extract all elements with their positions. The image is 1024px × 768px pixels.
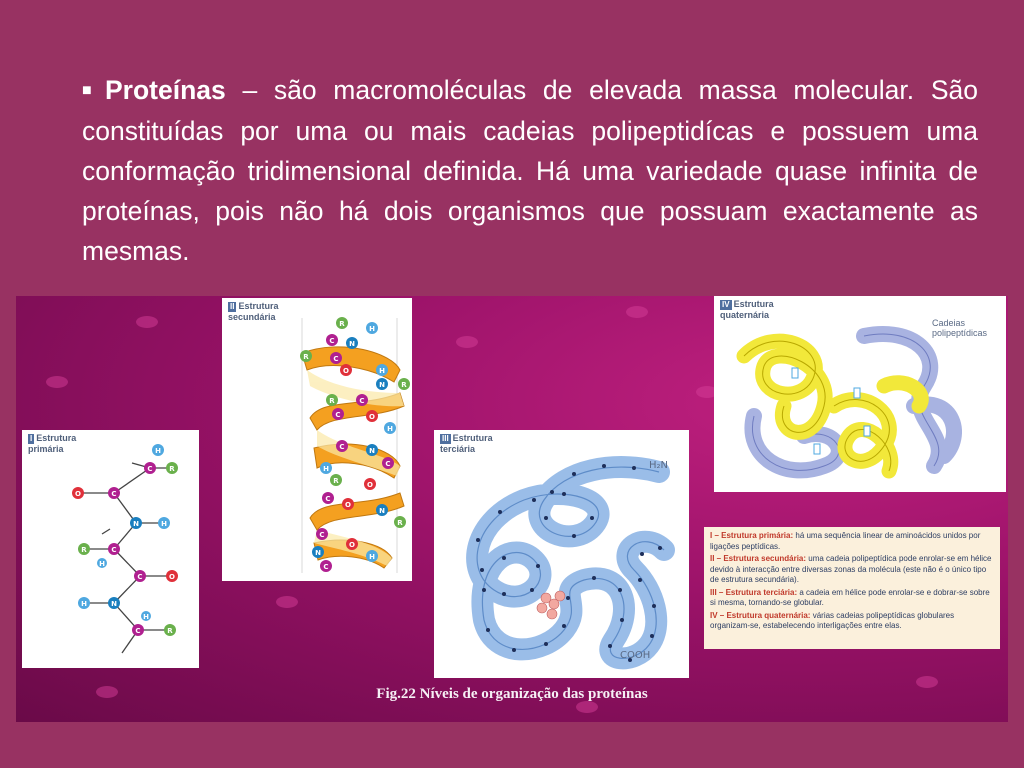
panel-quaternary-structure — [714, 296, 1006, 492]
svg-text:R: R — [401, 381, 407, 389]
panel-tertiary-structure — [434, 430, 689, 678]
svg-text:C: C — [111, 490, 117, 498]
svg-text:R: R — [333, 477, 339, 485]
primary-chain-diagram — [22, 430, 199, 668]
svg-text:C: C — [323, 563, 329, 571]
svg-text:R: R — [303, 353, 309, 361]
svg-text:H: H — [369, 325, 375, 333]
svg-text:C: C — [135, 627, 141, 635]
carboxyl-end-label: COOH — [620, 650, 651, 661]
protein-structure-figure — [16, 296, 1008, 722]
svg-text:H: H — [99, 560, 105, 568]
svg-text:O: O — [349, 541, 355, 549]
panel-secondary-structure — [222, 298, 412, 581]
svg-text:H: H — [387, 425, 393, 433]
panel-title: III Estrutura terciária — [440, 433, 493, 454]
svg-text:H: H — [369, 553, 375, 561]
svg-text:H: H — [143, 613, 149, 621]
svg-text:O: O — [345, 501, 351, 509]
svg-text:R: R — [169, 465, 175, 473]
svg-text:C: C — [333, 355, 339, 363]
svg-text:R: R — [339, 320, 345, 328]
svg-text:C: C — [339, 443, 345, 451]
svg-text:R: R — [397, 519, 403, 527]
svg-text:N: N — [111, 600, 117, 608]
svg-text:N: N — [369, 447, 375, 455]
legend-item: I – Estrutura primária: há uma sequência linear de aminoácidos unidos por ligações peptídicas. — [710, 531, 981, 551]
tertiary-fold-diagram — [434, 430, 689, 678]
panel-title: IV Estrutura quaternária — [720, 299, 774, 320]
legend-item: III – Estrutura terciária: a cadeia em hélice pode enrolar-se e dobrar-se sobre si mesma, tornando-se globular. — [710, 587, 990, 607]
legend-item: II – Estrutura secundária: uma cadeia polipeptídica pode enrolar-se em hélice devido à interacção entre diversas zonas da molécula (este não é o único tipo de estrutura secundária). — [710, 554, 992, 584]
svg-text:N: N — [379, 381, 385, 389]
svg-text:H: H — [379, 367, 385, 375]
svg-text:N: N — [379, 507, 385, 515]
svg-text:C: C — [325, 495, 331, 503]
svg-text:R: R — [81, 546, 87, 554]
svg-text:H: H — [161, 520, 167, 528]
bullet-text: – são macromoléculas de elevada massa molecular. São constituídas por uma ou mais cadeias polipeptidícas e possuem uma conformação tridimensional definida. Há uma variedade quase infinita de proteínas, pois não há dois organismos que possuam exactamente as mesmas. — [82, 75, 978, 266]
figure-caption: Fig.22 Níveis de organização das proteínas — [376, 686, 648, 702]
svg-text:O: O — [75, 490, 81, 498]
svg-text:H: H — [81, 600, 87, 608]
svg-text:N: N — [349, 340, 355, 348]
svg-text:N: N — [315, 549, 321, 557]
svg-text:C: C — [319, 531, 325, 539]
chains-label: Cadeias polipeptídicas — [932, 318, 988, 338]
svg-text:C: C — [147, 465, 153, 473]
svg-text:C: C — [111, 546, 117, 554]
bullet-term: Proteínas — [105, 75, 226, 105]
svg-text:C: C — [385, 460, 391, 468]
structure-legend — [704, 527, 1000, 649]
svg-text:O: O — [369, 413, 375, 421]
alpha-helix-diagram — [222, 298, 412, 581]
svg-text:H: H — [155, 447, 161, 455]
panel-title: II Estrutura secundária — [228, 301, 279, 322]
panel-primary-structure — [22, 430, 199, 668]
svg-text:C: C — [137, 573, 143, 581]
svg-text:O: O — [343, 367, 349, 375]
svg-text:R: R — [167, 627, 173, 635]
svg-text:O: O — [169, 573, 175, 581]
svg-text:R: R — [329, 397, 335, 405]
svg-text:H: H — [323, 465, 329, 473]
svg-text:O: O — [367, 481, 373, 489]
amino-end-label: H₂N — [649, 460, 669, 471]
svg-text:C: C — [335, 411, 341, 419]
svg-text:N: N — [133, 520, 139, 528]
panel-title: I Estrutura primária — [28, 433, 77, 454]
square-bullet-icon: ■ — [82, 82, 101, 99]
svg-text:C: C — [359, 397, 365, 405]
bullet-paragraph — [82, 70, 978, 271]
svg-text:C: C — [329, 337, 335, 345]
legend-item: IV – Estrutura quaternária: várias cadeias polipeptídicas globulares organizam-se, estabelecendo interligações entre elas. — [710, 610, 955, 630]
